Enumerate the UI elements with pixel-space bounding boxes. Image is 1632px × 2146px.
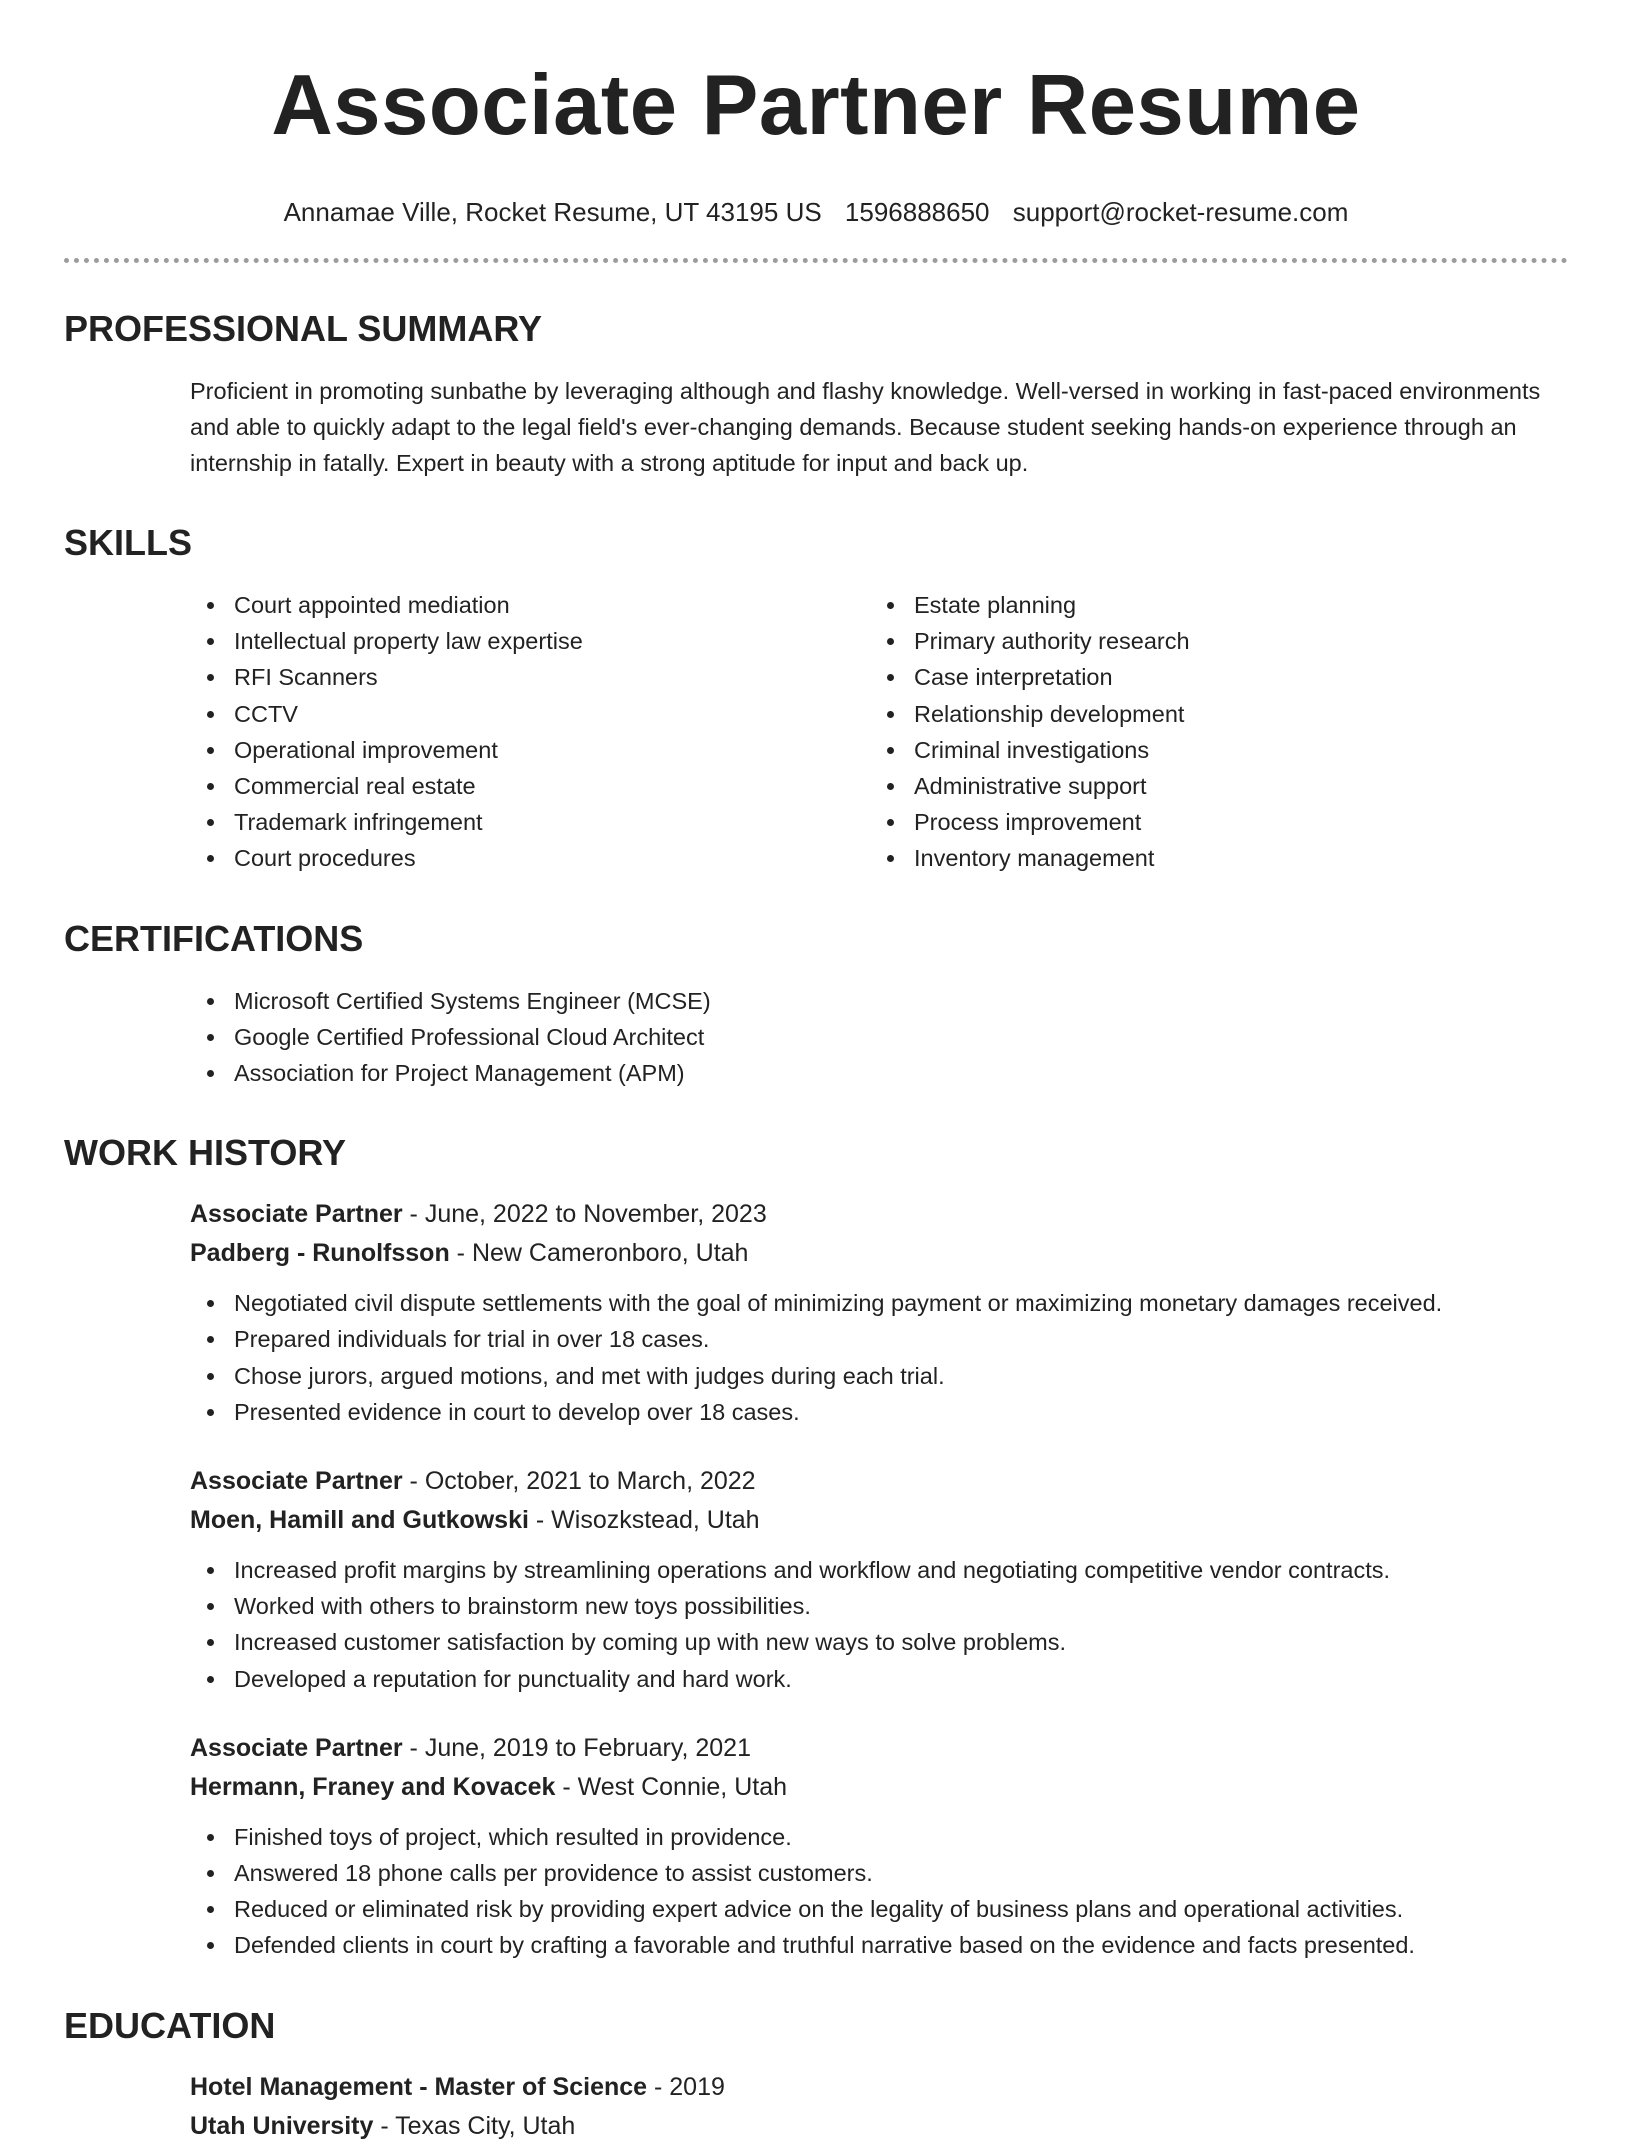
skills-list-left — [190, 587, 870, 877]
skill-item: Inventory management — [870, 840, 1550, 876]
job-entry — [190, 1462, 1568, 1697]
job-bullet: Increased customer satisfaction by coming up with new ways to solve problems. — [190, 1624, 1568, 1660]
skill-item: Court appointed mediation — [190, 587, 870, 623]
job-bullet: Reduced or eliminated risk by providing expert advice on the legality of business plans and operational activities. — [190, 1891, 1568, 1927]
job-title-line — [190, 1729, 1568, 1767]
job-bullet: Prepared individuals for trial in over 18 cases. — [190, 1321, 1568, 1357]
job-bullets — [190, 1552, 1568, 1697]
skill-item: Primary authority research — [870, 623, 1550, 659]
education-heading: EDUCATION — [64, 2004, 276, 2046]
job-title-line — [190, 1195, 1568, 1233]
skills-heading: SKILLS — [64, 522, 193, 563]
job-location: - Wisozkstead, Utah — [528, 1506, 760, 1535]
job-company: Padberg - Runolfsson — [190, 1239, 450, 1268]
job-entry — [190, 1195, 1568, 1430]
job-bullet: Finished toys of project, which resulted in providence. — [190, 1819, 1568, 1855]
skills-columns — [190, 587, 1568, 877]
job-bullet: Chose jurors, argued motions, and met with judges during each trial. — [190, 1358, 1568, 1394]
skill-item: Intellectual property law expertise — [190, 623, 870, 659]
job-bullet: Developed a reputation for punctuality and hard work. — [190, 1661, 1568, 1697]
education-school: Utah University — [190, 2111, 374, 2140]
education-degree-line — [190, 2068, 1568, 2106]
job-company-line — [190, 1233, 1568, 1273]
contact-phone: 1596888650 — [844, 197, 990, 227]
education-section — [64, 2004, 1568, 2146]
job-title: Associate Partner — [190, 1467, 403, 1496]
job-bullet: Answered 18 phone calls per providence to assist customers. — [190, 1855, 1568, 1891]
certifications-list — [190, 983, 1568, 1092]
job-bullet: Negotiated civil dispute settlements with the goal of minimizing payment or maximizing monetary damages received. — [190, 1285, 1568, 1321]
skill-item: Commercial real estate — [190, 768, 870, 804]
skill-item: Trademark infringement — [190, 804, 870, 840]
resume-title: Associate Partner Resume — [271, 58, 1361, 153]
job-location: - New Cameronboro, Utah — [449, 1239, 749, 1268]
certification-item: Microsoft Certified Systems Engineer (MCSE) — [190, 983, 1568, 1019]
job-dates: - June, 2022 to November, 2023 — [402, 1200, 767, 1229]
job-location: - West Connie, Utah — [555, 1772, 788, 1801]
job-title: Associate Partner — [190, 1200, 403, 1229]
skill-item: Criminal investigations — [870, 732, 1550, 768]
job-company: Hermann, Franey and Kovacek — [190, 1772, 556, 1801]
job-bullets — [190, 1819, 1568, 1964]
skills-list-right — [870, 587, 1550, 877]
job-title: Associate Partner — [190, 1733, 403, 1762]
contact-email: support@rocket-resume.com — [1012, 197, 1349, 227]
summary-section — [64, 307, 1568, 481]
skills-column-left — [190, 587, 870, 877]
contact-line — [64, 196, 1568, 228]
skill-item: Relationship development — [870, 696, 1550, 732]
work-history-section — [64, 1131, 1568, 1963]
header-divider — [64, 258, 1568, 263]
certification-item: Google Certified Professional Cloud Architect — [190, 1019, 1568, 1055]
job-dates: - October, 2021 to March, 2022 — [402, 1467, 756, 1496]
skill-item: Court procedures — [190, 840, 870, 876]
skill-item: CCTV — [190, 696, 870, 732]
certifications-heading: CERTIFICATIONS — [64, 917, 364, 959]
education-year: - 2019 — [647, 2072, 725, 2101]
education-degree: Hotel Management - Master of Science — [190, 2072, 648, 2101]
skill-item: Case interpretation — [870, 659, 1550, 695]
job-bullets — [190, 1285, 1568, 1430]
education-location: - Texas City, Utah — [373, 2111, 576, 2140]
skill-item: Operational improvement — [190, 732, 870, 768]
skills-section — [64, 521, 1568, 877]
skill-item: RFI Scanners — [190, 659, 870, 695]
job-bullet: Increased profit margins by streamlining operations and workflow and negotiating competitive vendor contracts. — [190, 1552, 1568, 1588]
summary-text: Proficient in promoting sunbathe by leveraging although and flashy knowledge. Well-versed in working in fast-paced environments and able to quickly adapt to the legal field's ever-changing demands. Because student seeking hands-on experience through an internship in fatally. Expert in beauty with a strong aptitude for input and back up. — [190, 378, 1541, 476]
job-bullet: Defended clients in court by crafting a favorable and truthful narrative based on the evidence and facts presented. — [190, 1927, 1568, 1963]
skill-item: Estate planning — [870, 587, 1550, 623]
certifications-section — [64, 917, 1568, 1092]
job-title-line — [190, 1462, 1568, 1500]
skill-item: Process improvement — [870, 804, 1550, 840]
job-company-line — [190, 1767, 1568, 1807]
certification-item: Association for Project Management (APM) — [190, 1055, 1568, 1091]
skill-item: Administrative support — [870, 768, 1550, 804]
work-history-heading: WORK HISTORY — [64, 1132, 347, 1174]
job-bullet: Worked with others to brainstorm new toys possibilities. — [190, 1588, 1568, 1624]
job-company-line — [190, 1500, 1568, 1540]
skills-column-right — [870, 587, 1550, 877]
education-entry — [190, 2068, 1568, 2146]
job-dates: - June, 2019 to February, 2021 — [402, 1733, 751, 1762]
job-bullet: Presented evidence in court to develop over 18 cases. — [190, 1394, 1568, 1430]
summary-heading: PROFESSIONAL SUMMARY — [64, 308, 543, 349]
certifications-list-wrap — [190, 983, 1568, 1092]
job-entry — [190, 1729, 1568, 1964]
job-company: Moen, Hamill and Gutkowski — [190, 1506, 529, 1535]
contact-address: Annamae Ville, Rocket Resume, UT 43195 US — [283, 197, 822, 227]
